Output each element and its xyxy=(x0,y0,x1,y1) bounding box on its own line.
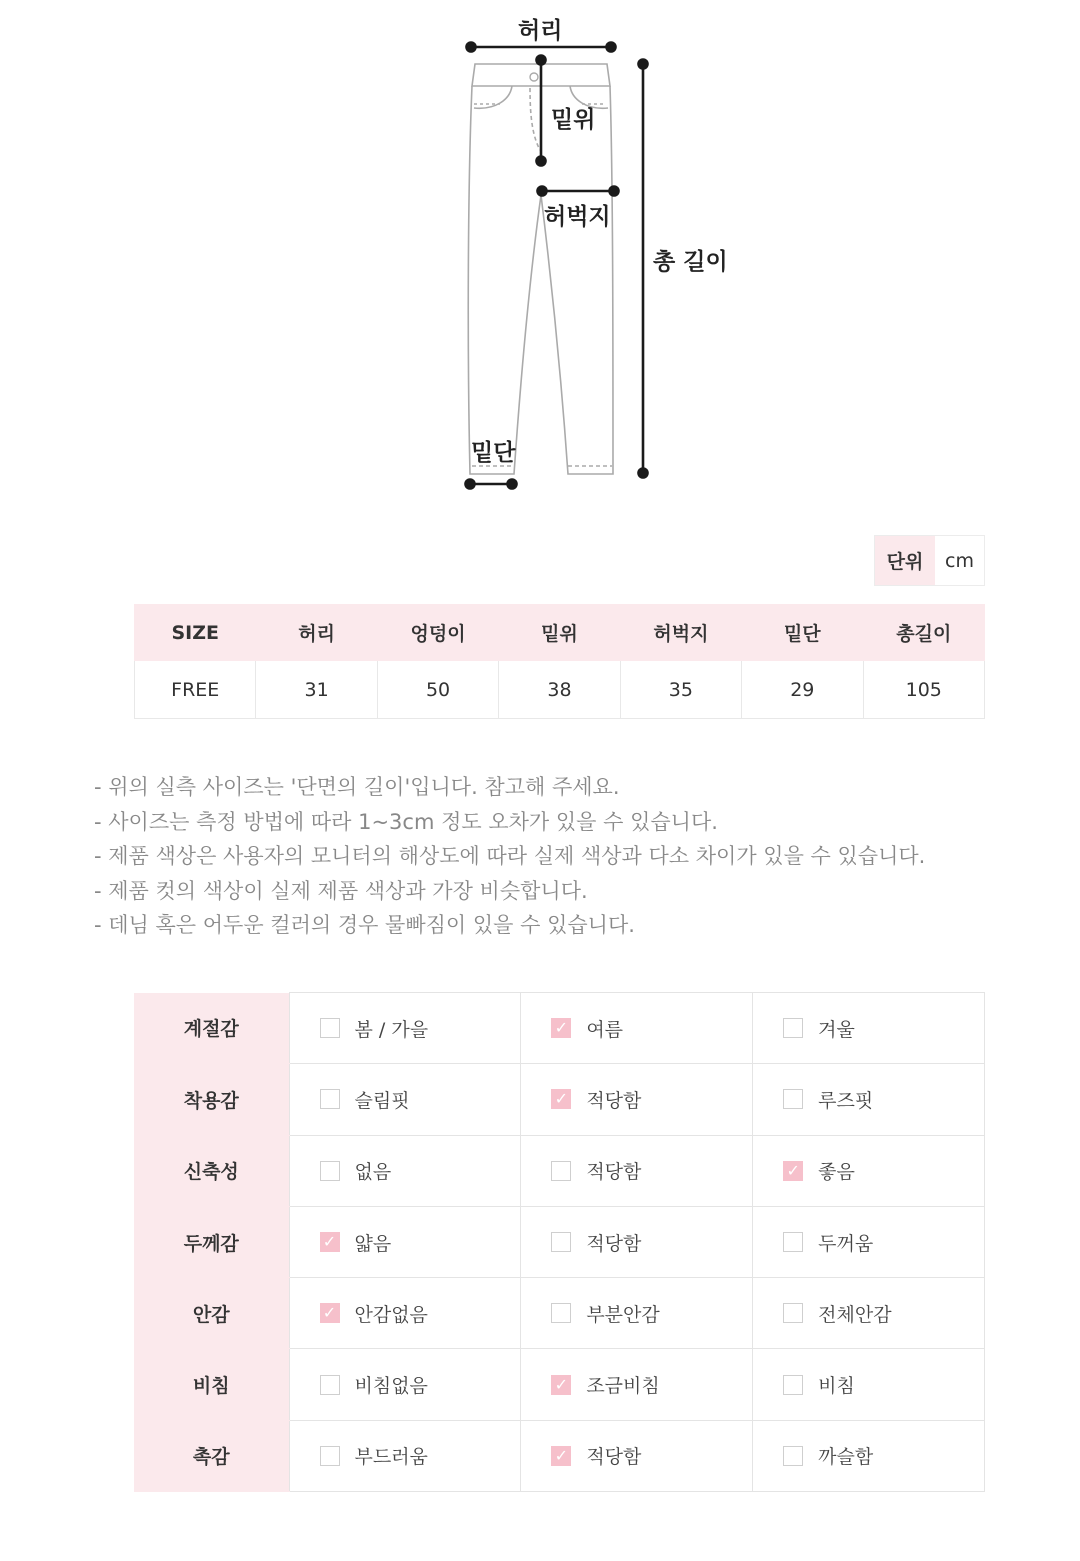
cell-hem: 29 xyxy=(742,661,863,719)
feature-row xyxy=(134,1420,985,1491)
feature-option xyxy=(320,1371,521,1398)
feature-option-cell xyxy=(521,993,753,1064)
feature-option-label: 겨울 xyxy=(818,1018,855,1041)
feature-option-cell xyxy=(289,1206,521,1277)
cell-hip: 50 xyxy=(377,661,498,719)
feature-option-label: 루즈핏 xyxy=(818,1089,874,1112)
checkbox-empty-icon xyxy=(783,1018,803,1038)
feature-option-cell xyxy=(753,993,985,1064)
table-row xyxy=(135,661,985,719)
feature-option-label: 전체안감 xyxy=(818,1303,892,1326)
size-table xyxy=(134,604,985,719)
feature-option-cell xyxy=(521,1206,753,1277)
checkbox-empty-icon xyxy=(320,1446,340,1466)
checkbox-empty-icon xyxy=(783,1375,803,1395)
checkbox-checked-icon xyxy=(320,1303,340,1323)
cell-waist: 31 xyxy=(256,661,377,719)
note-line: - 제품 컷의 색상이 실제 제품 색상과 가장 비슷합니다. xyxy=(94,878,588,903)
checkbox-checked-icon xyxy=(551,1089,571,1109)
size-table-header-row xyxy=(135,605,985,661)
feature-option-cell xyxy=(289,1135,521,1206)
feature-option-label: 없음 xyxy=(354,1161,392,1184)
feature-option-cell xyxy=(289,1278,521,1349)
feature-option-label: 비침 xyxy=(818,1375,855,1398)
feature-option xyxy=(783,1300,984,1327)
header-thigh: 허벅지 xyxy=(620,605,741,661)
checkbox-checked-icon xyxy=(551,1446,571,1466)
feature-option-cell xyxy=(753,1420,985,1491)
checkbox-empty-icon xyxy=(783,1303,803,1323)
feature-row xyxy=(134,993,985,1064)
feature-option-cell xyxy=(521,1349,753,1420)
feature-option-label: 적당함 xyxy=(586,1161,642,1184)
feature-option xyxy=(783,1229,984,1256)
checkbox-checked-icon xyxy=(551,1375,571,1395)
feature-label: 촉감 xyxy=(134,1420,289,1491)
feature-option xyxy=(551,1300,752,1327)
checkbox-checked-icon xyxy=(783,1161,803,1181)
feature-row xyxy=(134,1064,985,1135)
label-thigh: 허벅지 xyxy=(544,204,611,230)
feature-option-cell xyxy=(753,1064,985,1135)
checkbox-empty-icon xyxy=(320,1375,340,1395)
feature-option-label: 적당함 xyxy=(586,1446,642,1469)
checkbox-empty-icon xyxy=(783,1232,803,1252)
feature-option xyxy=(320,1229,521,1256)
feature-option xyxy=(783,1157,984,1184)
checkbox-empty-icon xyxy=(320,1018,340,1038)
feature-option-label: 봄 / 가을 xyxy=(354,1018,429,1041)
header-size: SIZE xyxy=(135,605,256,661)
feature-label: 비침 xyxy=(134,1349,289,1420)
feature-option xyxy=(783,1015,984,1042)
feature-label: 착용감 xyxy=(134,1064,289,1135)
checkbox-empty-icon xyxy=(551,1232,571,1252)
feature-option-cell xyxy=(753,1206,985,1277)
feature-option xyxy=(783,1442,984,1469)
feature-option xyxy=(551,1371,752,1398)
checkbox-empty-icon xyxy=(551,1161,571,1181)
feature-option-label: 적당함 xyxy=(586,1232,642,1255)
feature-option-cell xyxy=(289,1349,521,1420)
note-line: - 사이즈는 측정 방법에 따라 1~3cm 정도 오차가 있을 수 있습니다. xyxy=(94,809,718,834)
note-line: - 제품 색상은 사용자의 모니터의 해상도에 따라 실제 색상과 다소 차이가 있을 수 있습니다. xyxy=(94,844,926,868)
header-hip: 엉덩이 xyxy=(377,605,498,661)
header-rise: 밑위 xyxy=(499,605,620,661)
feature-option-label: 까슬함 xyxy=(818,1446,874,1469)
feature-option-label: 부드러움 xyxy=(354,1446,428,1469)
label-rise: 밑위 xyxy=(551,107,596,133)
feature-label: 안감 xyxy=(134,1278,289,1349)
header-waist: 허리 xyxy=(256,605,377,661)
product-feature-table xyxy=(134,992,985,1492)
feature-option-label: 적당함 xyxy=(586,1089,642,1112)
feature-option xyxy=(551,1442,752,1469)
feature-row xyxy=(134,1349,985,1420)
feature-option-cell xyxy=(521,1135,753,1206)
feature-option-cell xyxy=(289,1064,521,1135)
feature-option-label: 조금비침 xyxy=(586,1375,660,1398)
checkbox-checked-icon xyxy=(320,1232,340,1252)
note-line: - 위의 실측 사이즈는 '단면의 길이'입니다. 참고해 주세요. xyxy=(94,775,620,799)
checkbox-empty-icon xyxy=(783,1089,803,1109)
feature-label: 신축성 xyxy=(134,1135,289,1206)
feature-option-label: 좋음 xyxy=(818,1161,855,1184)
header-total-length: 총길이 xyxy=(863,605,984,661)
header-hem: 밑단 xyxy=(742,605,863,661)
feature-option-cell xyxy=(289,1420,521,1491)
feature-option-cell xyxy=(289,993,521,1064)
pants-illustration xyxy=(0,0,1080,500)
feature-label: 계절감 xyxy=(134,993,289,1064)
feature-option xyxy=(320,1157,521,1184)
feature-option xyxy=(320,1086,521,1113)
label-waist: 허리 xyxy=(518,18,563,44)
feature-option-cell xyxy=(521,1278,753,1349)
checkbox-empty-icon xyxy=(320,1161,340,1181)
unit-value: cm xyxy=(935,536,984,585)
feature-option-label: 부분안감 xyxy=(586,1303,660,1326)
cell-thigh: 35 xyxy=(620,661,741,719)
note-line: - 데님 혹은 어두운 컬러의 경우 물빠짐이 있을 수 있습니다. xyxy=(94,913,635,937)
feature-label: 두께감 xyxy=(134,1206,289,1277)
feature-option-label: 여름 xyxy=(586,1018,624,1041)
cell-size: FREE xyxy=(135,661,256,719)
pants-measurement-diagram xyxy=(0,0,1080,500)
feature-option xyxy=(783,1086,984,1113)
feature-option-label: 얇음 xyxy=(354,1232,392,1255)
feature-option-label: 슬림핏 xyxy=(354,1089,410,1112)
feature-option xyxy=(320,1300,521,1327)
feature-row xyxy=(134,1135,985,1206)
size-notes xyxy=(94,770,994,943)
feature-option-label: 안감없음 xyxy=(354,1303,428,1326)
cell-rise: 38 xyxy=(499,661,620,719)
feature-option xyxy=(783,1371,984,1398)
checkbox-checked-icon xyxy=(551,1018,571,1038)
feature-option xyxy=(320,1015,521,1042)
label-hem: 밑단 xyxy=(471,440,516,466)
cell-total-length: 105 xyxy=(863,661,984,719)
feature-option xyxy=(320,1442,521,1469)
feature-option xyxy=(551,1229,752,1256)
feature-option-label: 비침없음 xyxy=(354,1375,428,1398)
checkbox-empty-icon xyxy=(320,1089,340,1109)
feature-option-cell xyxy=(753,1135,985,1206)
feature-option xyxy=(551,1015,752,1042)
checkbox-empty-icon xyxy=(551,1303,571,1323)
feature-option xyxy=(551,1086,752,1113)
feature-option-cell xyxy=(753,1349,985,1420)
checkbox-empty-icon xyxy=(783,1446,803,1466)
feature-option-cell xyxy=(521,1420,753,1491)
feature-option xyxy=(551,1157,752,1184)
unit-label: 단위 xyxy=(875,536,935,585)
feature-option-cell xyxy=(521,1064,753,1135)
unit-indicator xyxy=(874,535,985,586)
feature-row xyxy=(134,1278,985,1349)
feature-option-cell xyxy=(753,1278,985,1349)
feature-option-label: 두꺼움 xyxy=(818,1232,874,1255)
feature-row xyxy=(134,1206,985,1277)
label-total-length: 총 길이 xyxy=(653,249,728,275)
